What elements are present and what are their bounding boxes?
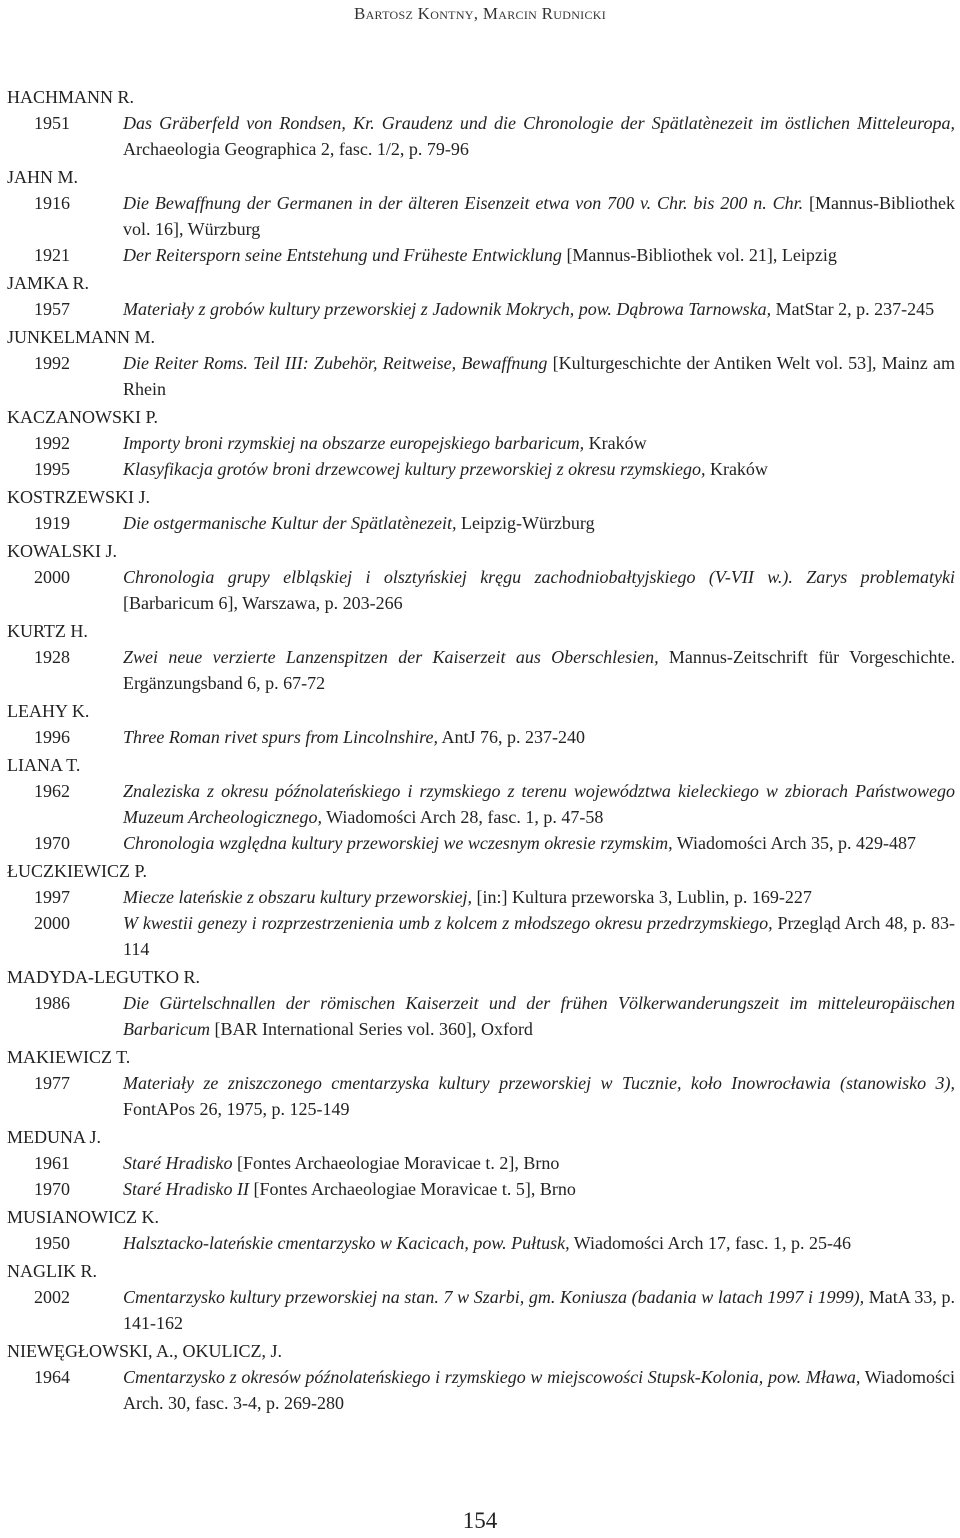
entry-publication: [in:] Kultura przeworska 3, Lublin, p. 169-227 bbox=[471, 887, 812, 907]
entry-text bbox=[123, 564, 955, 616]
bibliography-list bbox=[7, 84, 955, 1416]
entry-text bbox=[123, 910, 955, 962]
entry-title: Die ostgermanische Kultur der Spätlatènezeit, bbox=[123, 513, 457, 533]
entry-publication: Archaeologia Geographica 2, fasc. 1/2, p. 79-96 bbox=[123, 139, 469, 159]
entry-year: 1970 bbox=[34, 1179, 70, 1199]
author-heading: JAHN M. bbox=[7, 167, 79, 187]
entry-year: 1964 bbox=[34, 1367, 70, 1387]
author-heading: NAGLIK R. bbox=[7, 1261, 97, 1281]
entry-title: Miecze lateńskie z obszaru kultury przeworskiej, bbox=[123, 887, 472, 907]
bibliography-entry bbox=[7, 1284, 955, 1336]
entry-year: 1970 bbox=[34, 833, 70, 853]
entry-publication: Wiadomości Arch. 30, fasc. 3-4, p. 269-280 bbox=[123, 1367, 955, 1413]
entry-text bbox=[123, 884, 955, 910]
entry-publication: Leipzig-Würzburg bbox=[456, 513, 595, 533]
entry-year: 1992 bbox=[34, 353, 70, 373]
entry-publication: [Fontes Archaeologiae Moravicae t. 2], Brno bbox=[232, 1153, 560, 1173]
entry-text bbox=[123, 190, 955, 242]
entry-year: 1996 bbox=[34, 727, 70, 747]
entry-publication: [Barbaricum 6], Warszawa, p. 203-266 bbox=[123, 593, 403, 613]
bibliography-entry bbox=[7, 190, 955, 242]
entry-text bbox=[123, 830, 955, 856]
entry-year: 1977 bbox=[34, 1073, 70, 1093]
bibliography-entry bbox=[7, 296, 955, 322]
entry-year: 1986 bbox=[34, 993, 70, 1013]
entry-text bbox=[123, 644, 955, 696]
entry-publication: FontAPos 26, 1975, p. 125-149 bbox=[123, 1099, 350, 1119]
entry-text bbox=[123, 1070, 955, 1122]
bibliography-entry bbox=[7, 510, 955, 536]
bibliography-entry bbox=[7, 830, 955, 856]
entry-title: Materiały z grobów kultury przeworskiej z Jadownik Mokrych, pow. Dąbrowa Tarnowska, bbox=[123, 299, 772, 319]
entry-title: Der Reitersporn seine Entstehung und Früheste Entwicklung bbox=[123, 245, 562, 265]
author-heading: MUSIANOWICZ K. bbox=[7, 1207, 159, 1227]
entry-publication: Przegląd Arch 48, p. 83-114 bbox=[123, 913, 955, 959]
entry-title: Die Bewaffnung der Germanen in der älteren Eisenzeit etwa von 700 v. Chr. bis 200 n. Chr. bbox=[123, 193, 804, 213]
entry-year: 1997 bbox=[34, 887, 70, 907]
author-heading: KOSTRZEWSKI J. bbox=[7, 487, 150, 507]
entry-title: Die Reiter Roms. Teil III: Zubehör, Reitweise, Bewaffnung bbox=[123, 353, 548, 373]
bibliography-entry bbox=[7, 644, 955, 696]
entry-text bbox=[123, 724, 955, 750]
author-heading: KURTZ H. bbox=[7, 621, 88, 641]
entry-year: 1962 bbox=[34, 781, 70, 801]
entry-publication: Mannus-Zeitschrift für Vorgeschichte. Ergänzungsband 6, p. 67-72 bbox=[123, 647, 955, 693]
entry-title: Zwei neue verzierte Lanzenspitzen der Kaiserzeit aus Oberschlesien, bbox=[123, 647, 659, 667]
entry-publication: [BAR International Series vol. 360], Oxford bbox=[210, 1019, 533, 1039]
entry-year: 1957 bbox=[34, 299, 70, 319]
entry-publication: [Kulturgeschichte der Antiken Welt vol. 53], Mainz am Rhein bbox=[123, 353, 955, 399]
bibliography-entry bbox=[7, 778, 955, 830]
bibliography-entry bbox=[7, 110, 955, 162]
entry-year: 1919 bbox=[34, 513, 70, 533]
bibliography-entry bbox=[7, 456, 955, 482]
bibliography-entry bbox=[7, 1364, 955, 1416]
entry-title: Die Gürtelschnallen der römischen Kaiserzeit und der frühen Völkerwanderungszeit im mitteleuropäischen Barbaricum bbox=[123, 993, 955, 1039]
entry-year: 2002 bbox=[34, 1287, 70, 1307]
entry-publication: Kraków bbox=[705, 459, 768, 479]
entry-text bbox=[123, 778, 955, 830]
entry-publication: [Mannus-Bibliothek vol. 21], Leipzig bbox=[561, 245, 837, 265]
author-heading: MAKIEWICZ T. bbox=[7, 1047, 131, 1067]
entry-publication: AntJ 76, p. 237-240 bbox=[438, 727, 586, 747]
entry-publication: Wiadomości Arch 17, fasc. 1, p. 25-46 bbox=[569, 1233, 851, 1253]
entry-text bbox=[123, 296, 955, 322]
entry-year: 1995 bbox=[34, 459, 70, 479]
entry-title: Importy broni rzymskiej na obszarze europejskiego barbaricum, bbox=[123, 433, 585, 453]
entry-year: 1961 bbox=[34, 1153, 70, 1173]
entry-year: 1992 bbox=[34, 433, 70, 453]
entry-text bbox=[123, 1364, 955, 1416]
entry-publication: [Fontes Archaeologiae Moravicae t. 5], Brno bbox=[248, 1179, 576, 1199]
entry-publication: Wiadomości Arch 35, p. 429-487 bbox=[672, 833, 917, 853]
author-heading: MEDUNA J. bbox=[7, 1127, 102, 1147]
entry-title: Staré Hradisko bbox=[123, 1153, 233, 1173]
entry-text bbox=[123, 1230, 955, 1256]
entry-text bbox=[123, 1150, 955, 1176]
bibliography-entry bbox=[7, 430, 955, 456]
entry-text bbox=[123, 242, 955, 268]
entry-year: 1921 bbox=[34, 245, 70, 265]
author-heading: LIANA T. bbox=[7, 755, 81, 775]
bibliography-entry bbox=[7, 990, 955, 1042]
bibliography-entry bbox=[7, 910, 955, 962]
entry-title: Chronologia względna kultury przeworskiej we wczesnym okresie rzymskim, bbox=[123, 833, 673, 853]
entry-publication: [Mannus-Bibliothek vol. 16], Würzburg bbox=[123, 193, 955, 239]
entry-title: Cmentarzysko kultury przeworskiej na stan. 7 w Szarbi, gm. Koniusza (badania w latach 1997 i 1999), bbox=[123, 1287, 865, 1307]
author-heading: MADYDA-LEGUTKO R. bbox=[7, 967, 200, 987]
bibliography-entry bbox=[7, 884, 955, 910]
entry-year: 2000 bbox=[34, 567, 70, 587]
entry-year: 1916 bbox=[34, 193, 70, 213]
bibliography-entry bbox=[7, 564, 955, 616]
entry-publication: Wiadomości Arch 28, fasc. 1, p. 47-58 bbox=[321, 807, 604, 827]
bibliography-entry bbox=[7, 1176, 955, 1202]
bibliography-entry bbox=[7, 1150, 955, 1176]
entry-year: 1951 bbox=[34, 113, 70, 133]
entry-year: 1950 bbox=[34, 1233, 70, 1253]
bibliography-entry bbox=[7, 1230, 955, 1256]
page-number: 154 bbox=[462, 1508, 498, 1533]
entry-title: Cmentarzysko z okresów późnolateńskiego i rzymskiego w miejscowości Stupsk-Kolonia, pow. Mława, bbox=[123, 1367, 861, 1387]
entry-year: 1928 bbox=[34, 647, 70, 667]
bibliography-entry bbox=[7, 350, 955, 402]
entry-text bbox=[123, 1284, 955, 1336]
author-heading: JUNKELMANN M. bbox=[7, 327, 155, 347]
entry-title: Das Gräberfeld von Rondsen, Kr. Graudenz und die Chronologie der Spätlatènezeit im östlichen Mitteleuropa, bbox=[123, 113, 955, 133]
author-heading: LEAHY K. bbox=[7, 701, 90, 721]
bibliography-entry bbox=[7, 1070, 955, 1122]
entry-text bbox=[123, 510, 955, 536]
author-heading: HACHMANN R. bbox=[7, 87, 135, 107]
entry-publication: Kraków bbox=[584, 433, 647, 453]
bibliography-entry bbox=[7, 242, 955, 268]
entry-title: Znaleziska z okresu późnolateńskiego i rzymskiego z terenu województwa kieleckiego w zbiorach Państwowego Muzeum Archeologicznego, bbox=[123, 781, 955, 827]
running-header: Bartosz Kontny, Marcin Rudnicki bbox=[353, 4, 607, 23]
entry-publication: MatStar 2, p. 237-245 bbox=[771, 299, 935, 319]
entry-title: Chronologia grupy elbląskiej i olsztyńskiej kręgu zachodniobałtyjskiego (V-VII w.). Zarys problematyki bbox=[123, 567, 955, 587]
entry-title: Klasyfikacja grotów broni drzewcowej kultury przeworskiej z okresu rzymskiego, bbox=[123, 459, 706, 479]
entry-title: Materiały ze zniszczonego cmentarzyska kultury przeworskiej w Tucznie, koło Inowrocławia (stanowisko 3), bbox=[123, 1073, 955, 1093]
entry-text bbox=[123, 110, 955, 162]
author-heading: ŁUCZKIEWICZ P. bbox=[7, 861, 147, 881]
entry-text bbox=[123, 1176, 955, 1202]
entry-text bbox=[123, 456, 955, 482]
entry-title: W kwestii genezy i rozprzestrzenienia umb z kolcem z młodszego okresu przedrzymskiego, bbox=[123, 913, 773, 933]
entry-title: Halsztacko-lateńskie cmentarzysko w Kacicach, pow. Pułtusk, bbox=[123, 1233, 570, 1253]
entry-publication: MatA 33, p. 141-162 bbox=[123, 1287, 955, 1333]
entry-text bbox=[123, 430, 955, 456]
author-heading: KOWALSKI J. bbox=[7, 541, 117, 561]
entry-text bbox=[123, 350, 955, 402]
bibliography-entry bbox=[7, 724, 955, 750]
entry-text bbox=[123, 990, 955, 1042]
entry-year: 2000 bbox=[34, 913, 70, 933]
author-heading: NIEWĘGŁOWSKI, A., OKULICZ, J. bbox=[7, 1341, 282, 1361]
entry-title: Staré Hradisko II bbox=[123, 1179, 249, 1199]
author-heading: JAMKA R. bbox=[7, 273, 90, 293]
author-heading: KACZANOWSKI P. bbox=[7, 407, 159, 427]
entry-title: Three Roman rivet spurs from Lincolnshire, bbox=[123, 727, 438, 747]
